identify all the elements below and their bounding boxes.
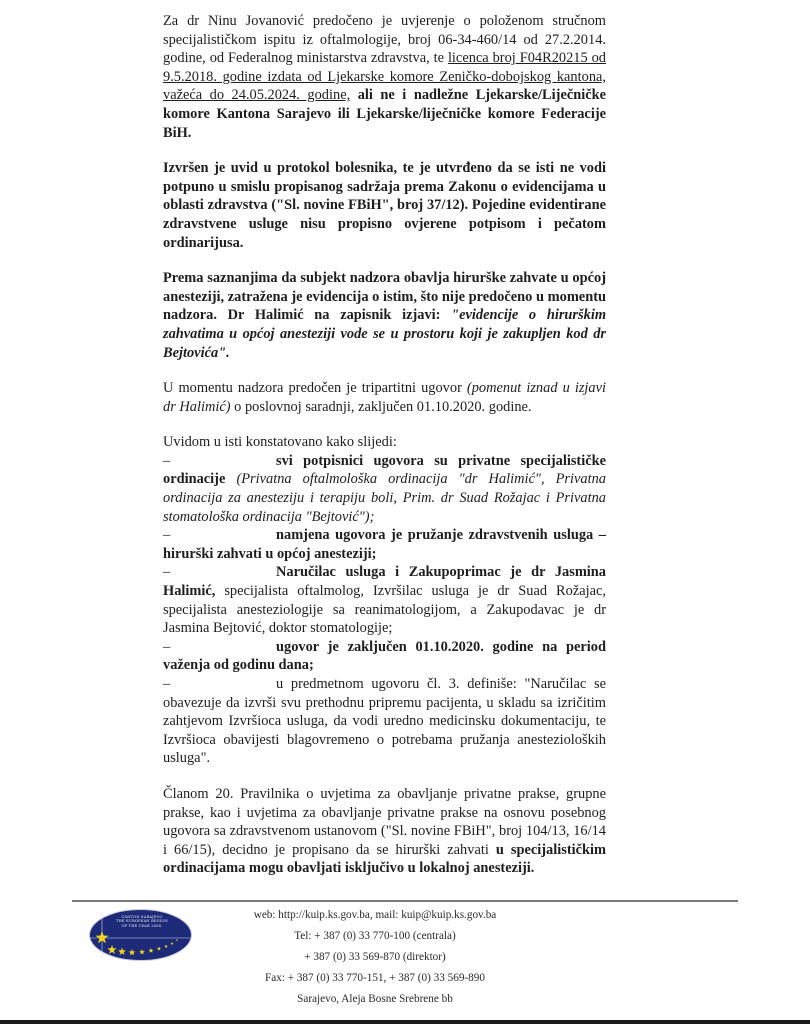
contract-text: U momentu nadzora predočen je tripartitni ugovor [163, 380, 467, 397]
footer-divider [72, 900, 738, 902]
anesthesia-quote: "evidencije o hirurškim zahvatima u općoj anesteziji vode se u prostoru koji je zakupljen kod dr Bejtovića". [163, 307, 607, 361]
dash-bullet: – [163, 527, 171, 544]
finding-bold: Naručilac usluga i Zakupoprimac je dr Jasmina Halimić, [163, 564, 606, 600]
dash-bullet: – [163, 676, 171, 692]
anesthesia-bold-text: Prema saznanjima da subjekt nadzora obavlja hirurške zahvate u općoj anesteziji, zatražena je evidencija o istim, što nije predočeno u momentu nadzora. Dr Halimić na zapisnik izjavi: [163, 270, 606, 324]
paragraph-findings-intro: Uvidom u isti konstatovano kako slijedi: [163, 434, 397, 451]
license-underlined-text: licenca broj F04R20215 od 9.5.2018. godine izdata od Ljekarske komore Zeničko-dobojskog kantona, važeća do 24.05.2024. godine, [163, 50, 607, 104]
bottom-edge [0, 1020, 810, 1024]
finding-bold: ugovor je zaključen 01.10.2020. godine na period važenja od godinu dana; [163, 638, 606, 674]
license-bold-text: ali ne i nadležne Ljekarske/Liječničke komore Kantona Sarajevo ili Ljekarske/liječničke komore Federacije BiH. [163, 87, 606, 141]
finding-item [163, 563, 606, 637]
finding-item [163, 638, 606, 675]
address-line: Sarajevo, Aleja Bosne Srebrene bb [297, 993, 453, 1005]
dash-bullet: – [163, 638, 171, 655]
tel-central-line: Tel: + 387 (0) 33 770-100 (centrala) [294, 930, 456, 942]
paragraph-contract [163, 379, 606, 416]
regulation-bold-text: u specijalističkim ordinacijama mogu obavljati isključivo u lokalnoj anesteziji. [163, 841, 606, 877]
logo-caption [110, 915, 174, 928]
finding-plain: specijalista oftalmolog, Izvršilac usluga je dr Suad Rožajac, specijalista anesteziologije sa reanimatologijom, a Zakupodavac je dr Jasmina Bejtović, doktor stomatologije; [163, 583, 606, 637]
tel-director-line: + 387 (0) 33 569-870 (direktor) [304, 951, 446, 963]
dash-bullet: – [163, 452, 171, 469]
paragraph-license [163, 12, 606, 142]
paragraph-protocol: Izvršen je uvid u protokol bolesnika, te je utvrđeno da se isti ne vodi potpuno u smislu propisanog sadržaja prema Zakonu o evidencijama u oblasti zdravstva ("Sl. novine FBiH", broj 37/12). Pojedine evidentirane zdravstvene usluge nisu propisno ovjerene potpisom i pečatom ordinarijusa. [163, 160, 606, 251]
footer-contact [220, 905, 530, 1010]
canton-sarajevo-logo [88, 908, 193, 962]
finding-italic: (Privatna oftalmološka ordinacija "dr Halimić", Privatna ordinacija za anesteziju i terapiju boli, Prim. dr Suad Rožajac i Privatna stomatološka ordinacija "Bejtović"); [163, 471, 606, 525]
contract-italic-text: (pomenut iznad u izjavi dr Halimić) [163, 380, 606, 415]
finding-bold: namjena ugovora je pružanje zdravstvenih usluga – hirurški zahvati u općoj anesteziji; [163, 527, 606, 562]
paragraph-regulation [163, 785, 606, 878]
finding-item [163, 526, 606, 563]
finding-plain: u predmetnom ugovoru čl. 3. definiše: "Naručilac se obavezuje da izvrši svu prethodnu pripremu pacijenta, u skladu sa izričitim zahtjevom Izvršioca usluga, da vodi uredno medicinsku dokumentaciju, te Izvršioca obavijesti blagovremeno o potrebama pružanja anestezioloških usluga". [163, 676, 606, 767]
finding-item [163, 675, 606, 768]
logo-line: OF THE YEAR 2006. [121, 923, 163, 928]
finding-item [163, 452, 606, 526]
logo-line: CANTON SARAJEVO [121, 915, 163, 919]
web-mail-line: web: http://kuip.ks.gov.ba, mail: kuip@kuip.ks.gov.ba [253, 909, 497, 921]
regulation-text: Članom 20. Pravilnika o uvjetima za obavljanje privatne prakse, grupne prakse, kao i uvjetima za obavljanje privatne prakse na osnovu posebnog ugovora sa zdravstvenom ustanovom ("Sl. novine FBiH", broj 104/13, 16/14 i 66/15), decidno je propisano da se hirurški zahvati [163, 785, 606, 858]
dash-bullet: – [163, 564, 171, 581]
paragraph-anesthesia-records [163, 269, 606, 362]
document-body [163, 12, 606, 895]
findings-list [163, 452, 606, 768]
license-text: Za dr Ninu Jovanović predočeno je uvjerenje o položenom stručnom specijalističkom ispitu iz oftalmologije, broj 06-34-460/14 od 27.2.2014. godine, od Federalnog ministarstva zdravstva, te [163, 13, 606, 67]
logo-line: THE EUROPEAN REGION [115, 919, 169, 924]
contract-text-end: o poslovnoj saradnji, zaključen 01.10.2020. godine. [230, 398, 532, 415]
fax-line: Fax: + 387 (0) 33 770-151, + 387 (0) 33 569-890 [265, 972, 485, 984]
finding-bold: svi potpisnici ugovora su privatne specijalističke ordinacije [163, 452, 606, 488]
